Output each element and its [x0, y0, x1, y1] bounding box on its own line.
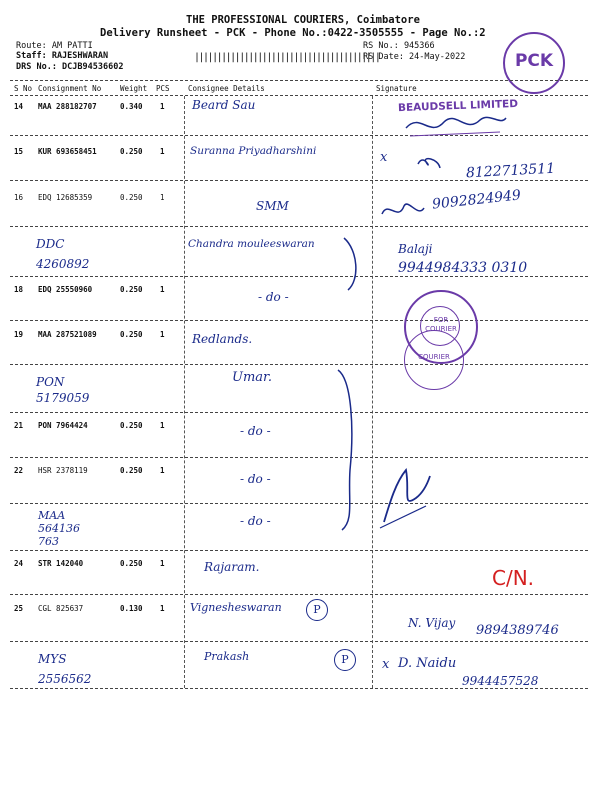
signature-name: Balaji — [398, 242, 433, 256]
row-rule — [10, 688, 588, 689]
rs-number: RS No.: 945366 — [363, 41, 435, 51]
row-pcs: 1 — [160, 285, 165, 294]
row-sno: 22 — [14, 466, 24, 475]
row-pcs: 1 — [160, 604, 165, 613]
col-signature: Signature — [376, 84, 417, 93]
col-sno: S No — [14, 84, 33, 93]
row-pcs: 1 — [160, 421, 165, 430]
x-mark: x — [380, 150, 388, 165]
signature-divider — [372, 96, 373, 688]
row-rule — [10, 276, 588, 277]
row-sno: 14 — [14, 102, 24, 111]
document-subtitle: Delivery Runsheet - PCK - Phone No.:0422-3505555 - Page No.:2 — [100, 27, 486, 39]
row-consignee-hand: Rajaram. — [204, 560, 260, 574]
row-weight: 0.130 — [120, 604, 143, 613]
row-pcs: 1 — [160, 102, 165, 111]
row-consignment: HSR 2378119 — [38, 466, 88, 475]
row-consignment: KUR 693658451 — [38, 147, 97, 156]
company-seal-text: BEAUDSELL LIMITED — [397, 97, 519, 115]
signature-phone: 9092824949 — [431, 187, 522, 213]
cn-mark: C/N. — [492, 566, 535, 590]
row-rule — [10, 641, 588, 642]
consignee-divider — [184, 96, 185, 688]
row-weight: 0.250 — [120, 330, 143, 339]
courier-stamp-secondary — [404, 330, 464, 390]
row-sno: 21 — [14, 421, 24, 430]
row-pcs: 1 — [160, 559, 165, 568]
row-weight: 0.250 — [120, 193, 143, 202]
row-consignee-hand: - do - — [258, 290, 289, 304]
row-sno: 25 — [14, 604, 24, 613]
row-pcs: 1 — [160, 147, 165, 156]
row-consignment: CGL 825637 — [38, 604, 84, 613]
row-sno: 16 — [14, 193, 24, 202]
drs-number: DRS No.: DCJB94536602 — [16, 62, 124, 72]
row-rule — [10, 364, 588, 365]
courier-stamp-text: FOR COURIER — [425, 316, 457, 333]
row-sno: 18 — [14, 285, 24, 294]
row-rule — [10, 594, 588, 595]
signature-scribble-icon — [376, 462, 436, 532]
courier-stamp-text: COURIER — [418, 353, 450, 361]
signature-phone: 8122713511 — [465, 160, 556, 182]
col-pcs: PCS — [156, 84, 170, 93]
row-rule — [10, 550, 588, 551]
header-bottom-rule — [10, 95, 588, 96]
route-label: Route: AM PATTI — [16, 41, 93, 51]
x-mark: x — [382, 657, 390, 672]
bracket-stroke-icon — [330, 230, 370, 550]
document-title: THE PROFESSIONAL COURIERS, Coimbatore — [186, 14, 420, 26]
row-consignee-hand: - do - — [240, 472, 271, 486]
row-rule — [10, 226, 588, 227]
row-consignment: MAA 288182707 — [38, 102, 97, 111]
row-consignee-hand: Umar. — [232, 370, 272, 385]
signature-phone: 9894389746 — [476, 623, 559, 638]
row-consignment: MAA 287521089 — [38, 330, 97, 339]
row-consignee-hand: Prakash — [204, 650, 250, 663]
row-consignment: PON 7964424 — [38, 421, 88, 430]
row-weight: 0.250 — [120, 466, 143, 475]
signature-name: D. Naidu — [398, 656, 457, 671]
col-consignment: Consignment No — [38, 84, 102, 93]
p-circle-icon: P — [334, 649, 356, 671]
row-rule — [10, 457, 588, 458]
p-circle-icon: P — [306, 599, 328, 621]
row-rule — [10, 320, 588, 321]
row-consignee-hand: SMM — [256, 199, 289, 213]
rs-date: RS Date: 24-May-2022 — [363, 52, 466, 62]
signature-name: N. Vijay — [408, 616, 456, 630]
row-weight: 0.250 — [120, 559, 143, 568]
row-pcs: 1 — [160, 330, 165, 339]
row-consignee-hand: - do - — [240, 424, 271, 438]
row-consignment-hand: PON 5179059 — [36, 375, 90, 405]
pck-stamp-text: PCK — [514, 51, 554, 71]
row-rule — [10, 180, 588, 181]
row-consignee-hand: Redlands. — [192, 332, 253, 346]
row-weight: 0.340 — [120, 102, 143, 111]
row-sno: 15 — [14, 147, 24, 156]
row-consignment: EDQ 12685359 — [38, 193, 93, 202]
row-pcs: 1 — [160, 466, 165, 475]
row-sno: 24 — [14, 559, 24, 568]
col-consignee: Consignee Details — [188, 84, 265, 93]
row-consignment: STR 142040 — [38, 559, 84, 568]
signature-scribble-icon — [378, 196, 428, 226]
signature-scribble-icon — [400, 108, 510, 142]
row-consignment-hand: DDC 4260892 — [36, 237, 90, 271]
barcode: ||||||||||||||||||||||||||||||||||||||||| — [194, 52, 380, 63]
row-consignee-hand: Vignesheswaran — [190, 601, 282, 614]
col-weight: Weight — [120, 84, 148, 93]
row-consignee-hand: Chandra mouleeswaran — [188, 238, 315, 250]
row-rule — [10, 412, 588, 413]
row-consignee-hand: - do - — [240, 514, 271, 528]
row-rule — [10, 503, 588, 504]
signature-phone: 9944984333 0310 — [398, 260, 528, 276]
row-weight: 0.250 — [120, 285, 143, 294]
row-consignee-hand: Suranna Priyadharshini — [190, 145, 317, 157]
row-weight: 0.250 — [120, 421, 143, 430]
row-pcs: 1 — [160, 193, 165, 202]
pck-stamp — [503, 32, 565, 94]
row-consignment: EDQ 25550960 — [38, 285, 93, 294]
signature-phone: 9944457528 — [462, 674, 539, 688]
signature-scribble-icon — [414, 150, 444, 174]
row-weight: 0.250 — [120, 147, 143, 156]
header-top-rule — [10, 80, 588, 81]
row-consignment-hand: MYS 2556562 — [38, 652, 92, 686]
row-consignee-hand: Beard Sau — [192, 98, 256, 112]
row-consignment-hand: MAA 564136 763 — [38, 509, 80, 548]
row-sno: 19 — [14, 330, 24, 339]
staff-label: Staff: RAJESHWARAN — [16, 51, 109, 61]
